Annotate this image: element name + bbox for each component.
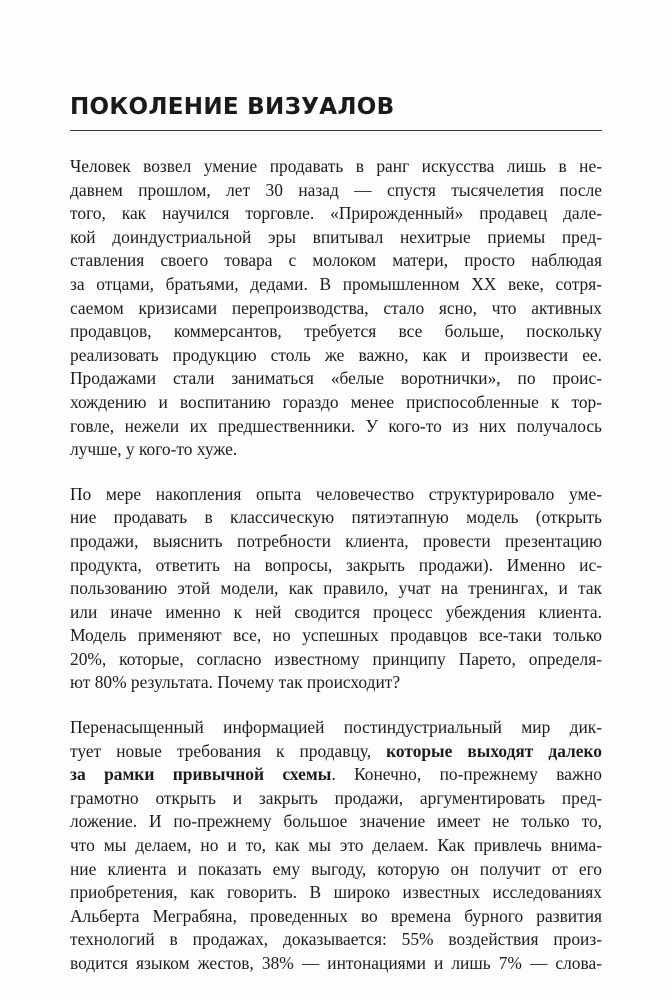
text-line: хождению и воспитанию гораздо менее приспособленные к тор- (70, 391, 602, 412)
text-line: Альберта Меграбяна, проведенных во времена бурного развития (70, 905, 602, 926)
text-line: приобретения, как говорить. В широко известных исследованиях (70, 882, 602, 903)
text-line: Продажами стали заниматься «белые воротнички», по проис- (70, 368, 602, 389)
paragraph-2 (70, 483, 602, 695)
text-line: ложение. И по-прежнему большое значение имеет не только то, (70, 811, 602, 832)
text-line: технологий в продажах, доказывается: 55% воздействия произ- (70, 929, 602, 950)
text-line: лучше, у кого-то хуже. (70, 439, 238, 460)
text-line: грамотно открыть и закрыть продажи, аргументировать пред- (70, 787, 602, 808)
text-line: давнем прошлом, лет 30 назад — спустя тысячелетия после (70, 179, 602, 200)
bold-emphasis: которые выходят далеко (386, 740, 603, 761)
text-line: или иначе именно к ней сводится процесс убеждения клиента. (70, 601, 602, 622)
text-line: говле, нежели их предшественники. У кого-то из них получалось (70, 415, 602, 436)
text-line: ют 80% результата. Почему так происходит? (70, 672, 401, 693)
text-line: за отцами, братьями, дедами. В промышленном XX веке, сотря- (70, 273, 602, 294)
text-fragment: тует новые требования к продавцу, (70, 740, 387, 761)
text-line: 20%, которые, согласно известному принципу Парето, определя- (70, 648, 602, 669)
text-fragment: . Конечно, по-прежнему важно (331, 764, 602, 785)
text-line: пользованию этой модели, как правило, учат на тренингах, и так (70, 578, 602, 599)
text-line: Модель применяют все, но успешных продавцов все-таки только (70, 625, 602, 646)
text-line: водится языком жестов, 38% — интонациями и лишь 7% — слова- (70, 953, 602, 973)
body-text (70, 155, 602, 997)
heading-underline-rule (70, 130, 602, 131)
text-line: продукта, ответить на вопросы, закрыть продажи). Именно ис- (70, 554, 602, 575)
text-line: продажи, выяснить потребности клиента, провести презентацию (70, 530, 602, 551)
text-line: что мы делаем, но и то, как мы это делаем. Как привлечь внима- (70, 835, 602, 856)
text-line: реализовать продукцию столь же важно, как и произвести ее. (70, 344, 602, 365)
chapter-title: ПОКОЛЕНИЕ ВИЗУАЛОВ (70, 94, 395, 120)
text-line: ставления своего товара с молоком матери, просто наблюдая (70, 250, 602, 271)
paragraph-3 (70, 716, 602, 976)
paragraph-1 (70, 155, 602, 462)
text-line: Человек возвел умение продавать в ранг искусства лишь в не- (70, 156, 602, 176)
text-line: кой доиндустриальной эры впитывал нехитрые приемы пред- (70, 226, 602, 247)
text-line: Перенасыщенный информацией постиндустриальный мир дик- (70, 717, 602, 738)
text-line-mixed (70, 763, 602, 787)
text-line: того, как научился торговле. «Прирожденный» продавец дале- (70, 203, 602, 224)
text-line-mixed (70, 740, 602, 764)
text-line: По мере накопления опыта человечество структурировало уме- (70, 483, 602, 504)
text-line: саемом кризисами перепроизводства, стало ясно, что активных (70, 297, 602, 318)
chapter-heading-block (70, 92, 602, 122)
text-line: ние клиента и показать ему выгоду, которую он получит от его (70, 858, 602, 879)
bold-emphasis: за рамки привычной схемы (70, 764, 332, 785)
text-line: продавцов, коммерсантов, требуется все больше, поскольку (70, 321, 602, 342)
text-line: ние продавать в классическую пятиэтапную модель (открыть (70, 507, 602, 528)
